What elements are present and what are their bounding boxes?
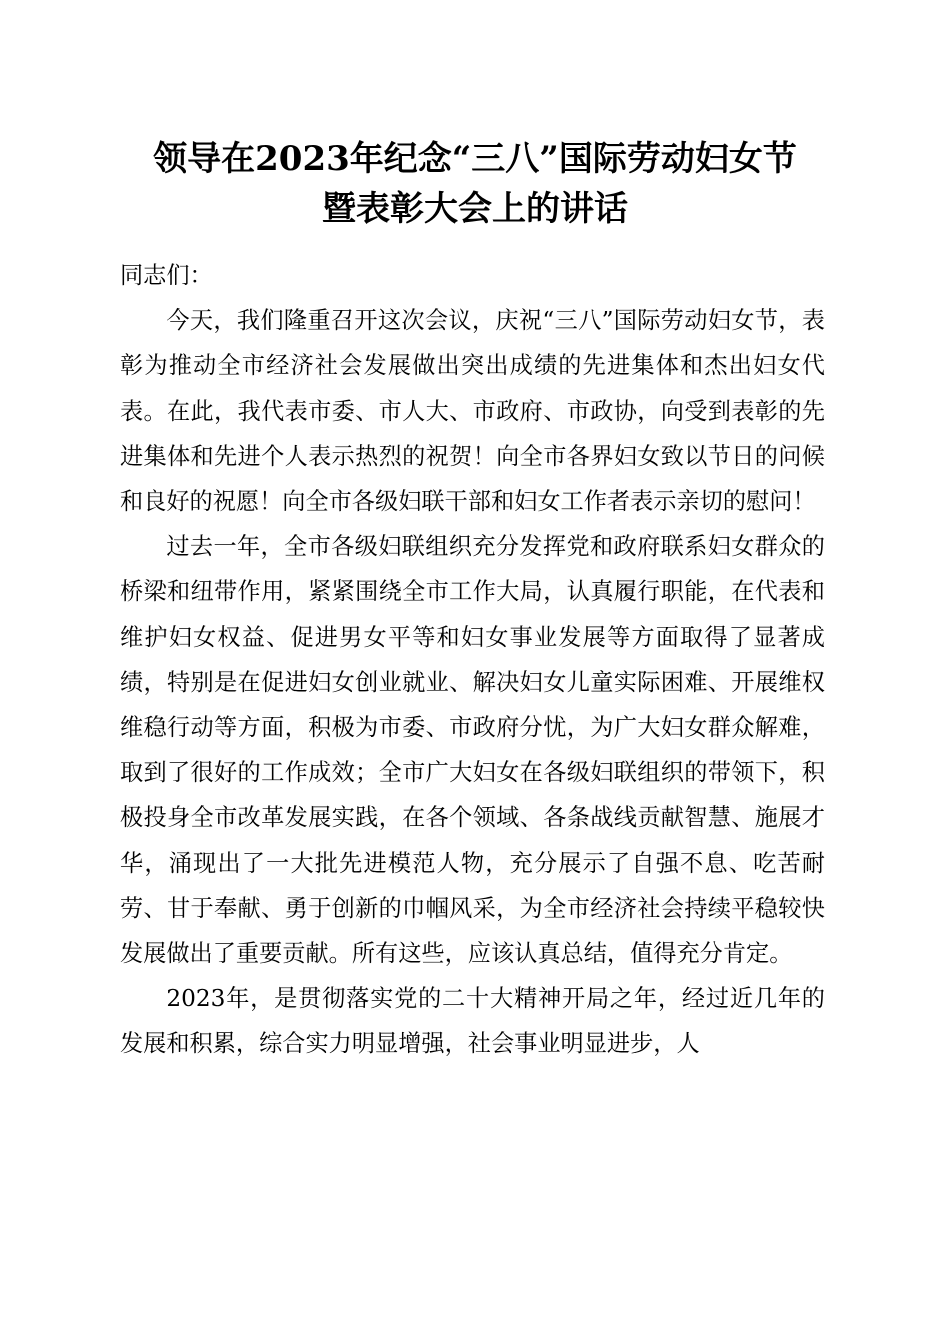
title-line-1: 领导在2023年纪念“三八”国际劳动妇女节 <box>153 139 797 179</box>
paragraph-3: 2023年，是贯彻落实党的二十大精神开局之年，经过近几年的发展和积累，综合实力明显增强，社会事业明显进步，人 <box>120 985 825 1058</box>
document-body <box>120 253 825 1067</box>
salutation: 同志们： <box>120 262 213 289</box>
document-title <box>0 134 950 234</box>
paragraph-2: 过去一年，全市各级妇联组织充分发挥党和政府联系妇女群众的桥梁和纽带作用，紧紧围绕全市工作大局，认真履行职能，在代表和维护妇女权益、促进男女平等和妇女事业发展等方面取得了显著成绩，特别是在促进妇女创业就业、解决妇女儿童实际困难、开展维权维稳行动等方面，积极为市委、市政府分忧，为广大妇女群众解难，取到了很好的工作成效；全市广大妇女在各级妇联组织的带领下，积极投身全市改革发展实践，在各个领域、各条战线贡献智慧、施展才华，涌现出了一大批先进模范人物，充分展示了自强不息、吃苦耐劳、甘于奉献、勇于创新的巾帼风采，为全市经济社会持续平稳较快发展做出了重要贡献。所有这些，应该认真总结，值得充分肯定。 <box>120 533 825 968</box>
paragraph-1: 今天，我们隆重召开这次会议，庆祝“三八”国际劳动妇女节，表彰为推动全市经济社会发展做出突出成绩的先进集体和杰出妇女代表。在此，我代表市委、市人大、市政府、市政协，向受到表彰的先进集体和先进个人表示热烈的祝贺！向全市各界妇女致以节日的问候和良好的祝愿！向全市各级妇联干部和妇女工作者表示亲切的慰问！ <box>120 307 825 516</box>
title-line-2: 暨表彰大会上的讲话 <box>322 189 628 229</box>
